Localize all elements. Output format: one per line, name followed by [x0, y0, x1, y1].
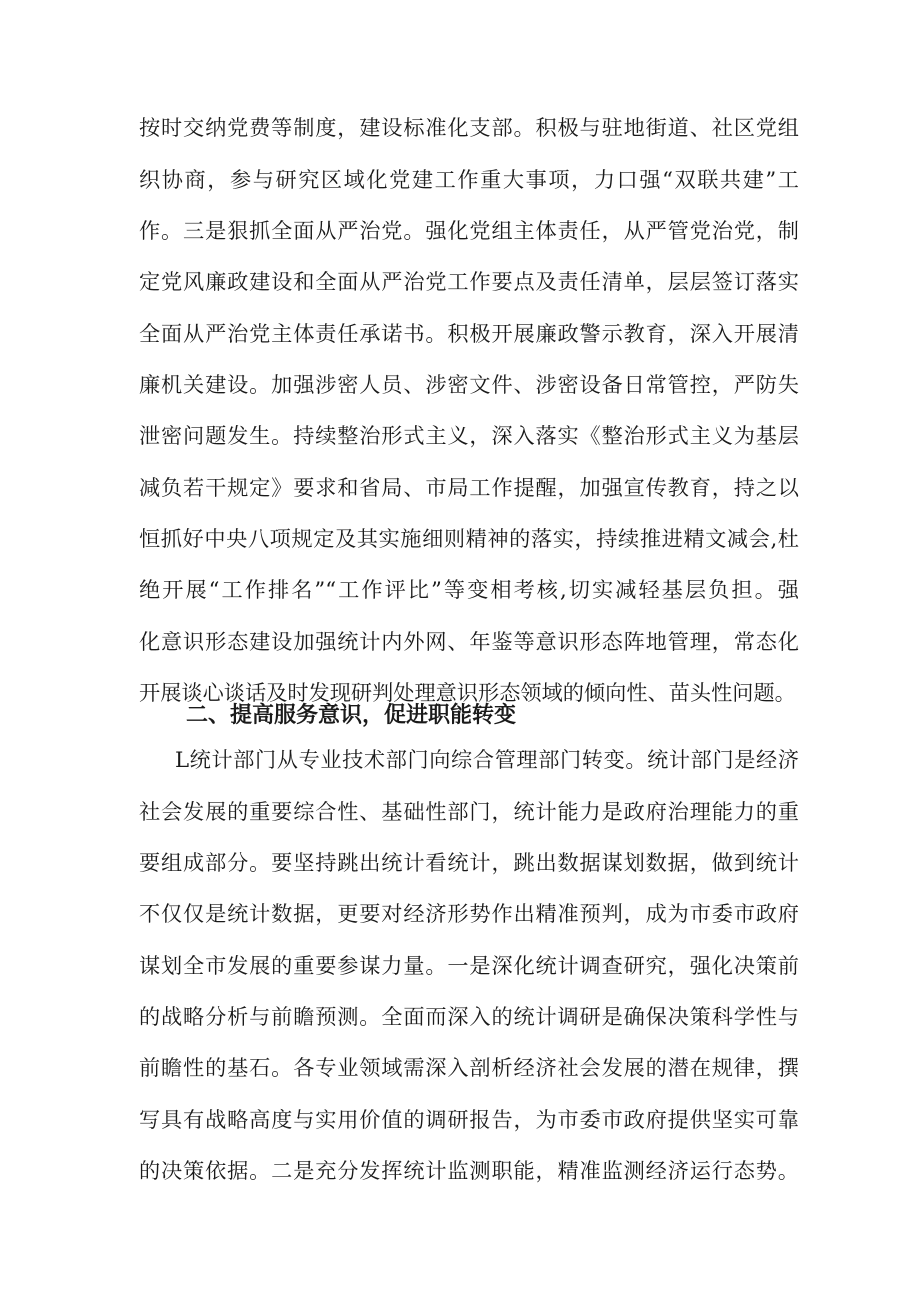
- paragraph-line: 的决策依据。二是充分发挥统计监测职能，精准监测经济运行态势。: [139, 1158, 799, 1183]
- paragraph-line: 社会发展的重要综合性、基础性部门，统计能力是政府治理能力的重: [139, 799, 799, 824]
- paragraph-line: 前瞻性的基石。各专业领域需深入剖析经济社会发展的潜在规律，撰: [139, 1055, 799, 1080]
- paragraph-line: 按时交纳党费等制度，建设标准化支部。积极与驻地街道、社区党组: [139, 115, 799, 140]
- paragraph-line: 不仅仅是统计数据，更要对经济形势作出精准预判，成为市委市政府: [139, 901, 799, 926]
- paragraph-line: 的战略分析与前瞻预测。全面而深入的统计调研是确保决策科学性与: [139, 1004, 799, 1029]
- paragraph-line: 谋划全市发展的重要参谋力量。一是深化统计调查研究，强化决策前: [139, 953, 799, 978]
- paragraph-line: 减负若干规定》要求和省局、市局工作提醒，加强宣传教育，持之以: [139, 475, 799, 500]
- paragraph-line: 写具有战略高度与实用价值的调研报告，为市委市政府提供坚实可靠: [139, 1107, 799, 1132]
- section-heading: 二、提高服务意识，促进职能转变: [186, 703, 517, 728]
- paragraph-line: 要组成部分。要坚持跳出统计看统计，跳出数据谋划数据，做到统计: [139, 850, 799, 875]
- paragraph-line: 廉机关建设。加强涉密人员、涉密文件、涉密设备日常管控，严防失: [139, 372, 799, 397]
- paragraph-line: 绝开展“工作排名”“工作评比”等变相考核,切实减轻基层负担。强: [139, 577, 799, 602]
- paragraph-line: 全面从严治党主体责任承诺书。积极开展廉政警示教育，深入开展清: [139, 321, 799, 346]
- paragraph-line: 作。三是狠抓全面从严治党。强化党组主体责任，从严管党治党，制: [139, 218, 799, 243]
- paragraph-line: 开展谈心谈话及时发现研判处理意识形态领域的倾向性、苗头性问题。: [139, 680, 796, 705]
- paragraph-line: 化意识形态建设加强统计内外网、年鉴等意识形态阵地管理，常态化: [139, 629, 799, 654]
- paragraph-line: 定党风廉政建设和全面从严治党工作要点及责任清单，层层签订落实: [139, 269, 799, 294]
- paragraph-line: 恒抓好中央八项规定及其实施细则精神的落实，持续推进精文减会,杜: [139, 526, 799, 551]
- paragraph-first-line: L统计部门从专业技术部门向综合管理部门转变。统计部门是经济: [175, 747, 799, 772]
- paragraph-line: 泄密问题发生。持续整治形式主义，深入落实《整治形式主义为基层: [139, 423, 799, 448]
- paragraph-line: 织协商，参与研究区域化党建工作重大事项，力口强“双联共建”工: [139, 167, 799, 192]
